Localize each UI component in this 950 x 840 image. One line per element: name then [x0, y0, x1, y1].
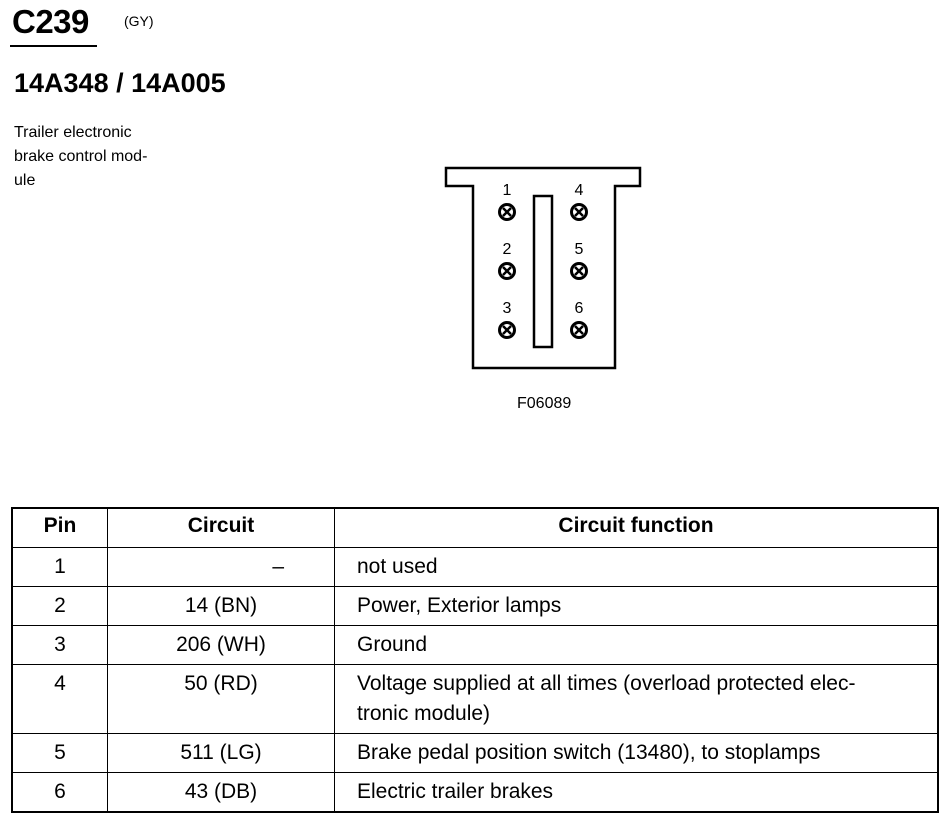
- pin-cell: 5: [12, 734, 108, 773]
- pin-socket-icon: [500, 264, 515, 279]
- table-row: [12, 626, 938, 665]
- pins-group: [500, 182, 587, 338]
- pin-socket-icon: [572, 205, 587, 220]
- table-row: [12, 773, 938, 813]
- function-cell: Voltage supplied at all times (overload protected elec- tronic module): [335, 665, 939, 734]
- pin-number-label: 4: [574, 182, 584, 199]
- circuit-cell: 43 (DB): [108, 773, 335, 813]
- pin-socket-icon: [500, 323, 515, 338]
- pin-cell: 4: [12, 665, 108, 734]
- pin-socket-icon: [572, 323, 587, 338]
- circuit-cell: –: [108, 548, 335, 587]
- header-circuit: Circuit: [108, 508, 335, 548]
- pin-socket-icon: [572, 264, 587, 279]
- header-circuit-function: Circuit function: [335, 508, 939, 548]
- table-row: [12, 548, 938, 587]
- connector-housing: [446, 168, 640, 368]
- table-row: [12, 587, 938, 626]
- pin-socket-icon: [500, 205, 515, 220]
- pin-cell: 1: [12, 548, 108, 587]
- table-row: [12, 665, 938, 734]
- circuit-cell: 14 (BN): [108, 587, 335, 626]
- pin-number-label: 5: [574, 241, 584, 258]
- function-cell: not used: [335, 548, 939, 587]
- pin-number-label: 1: [502, 182, 512, 199]
- circuit-cell: 511 (LG): [108, 734, 335, 773]
- part-numbers: 14A348 / 14A005: [14, 68, 226, 98]
- pin-number-label: 3: [502, 300, 512, 317]
- circuit-cell: 50 (RD): [108, 665, 335, 734]
- connector-id: C239: [12, 3, 89, 40]
- pin-cell: 3: [12, 626, 108, 665]
- function-cell: Electric trailer brakes: [335, 773, 939, 813]
- function-cell: Ground: [335, 626, 939, 665]
- figure-id: F06089: [517, 395, 572, 412]
- circuit-cell: 206 (WH): [108, 626, 335, 665]
- connector-color: (GY): [124, 13, 154, 29]
- pin-number-label: 2: [502, 241, 512, 258]
- pin-number-label: 6: [574, 300, 584, 317]
- pinout-table: [11, 507, 939, 813]
- table-header-row: [12, 508, 938, 548]
- function-cell: Power, Exterior lamps: [335, 587, 939, 626]
- pin-cell: 2: [12, 587, 108, 626]
- pin-cell: 6: [12, 773, 108, 813]
- function-cell: Brake pedal position switch (13480), to stoplamps: [335, 734, 939, 773]
- table-row: [12, 734, 938, 773]
- header-pin: Pin: [12, 508, 108, 548]
- latch-slot: [534, 196, 552, 347]
- component-description: Trailer electronic brake control mod- ule: [14, 124, 148, 189]
